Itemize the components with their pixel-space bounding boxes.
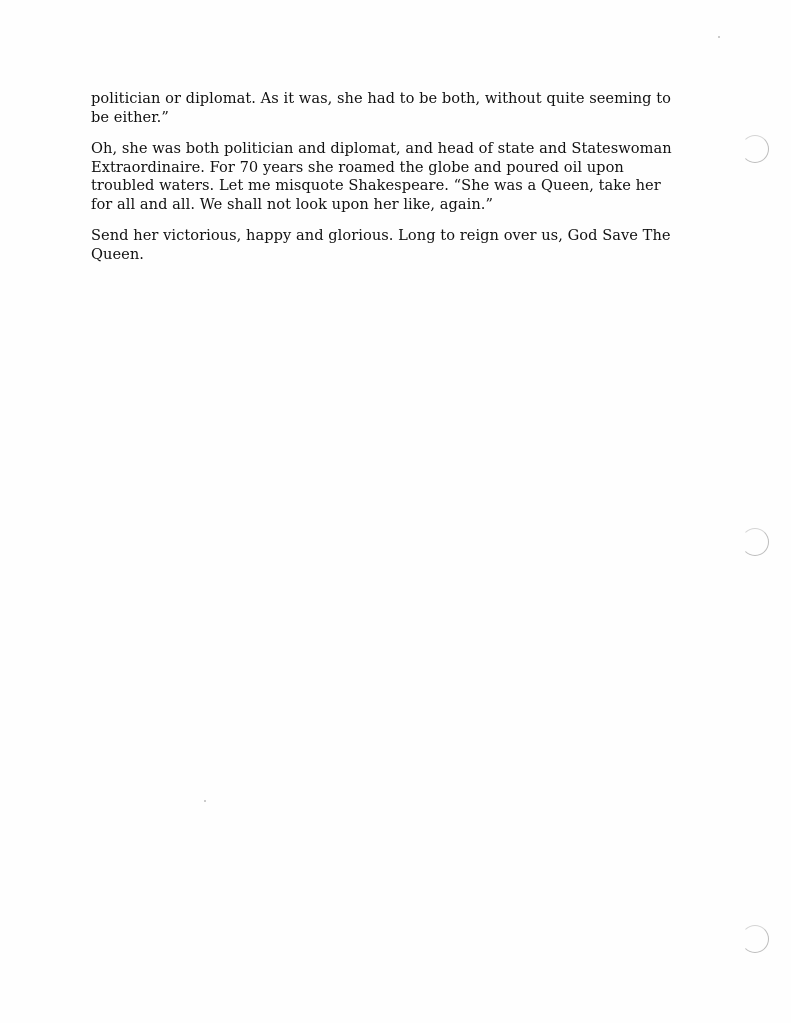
binder-hole-bottom (741, 925, 769, 953)
binder-hole-middle (741, 528, 769, 556)
scan-speck (718, 36, 720, 38)
paragraph-3: Send her victorious, happy and glorious. Long to reign over us, God Save The Queen. (91, 227, 671, 263)
document-body (91, 90, 691, 277)
scan-speck (204, 800, 206, 802)
paragraph-1: politician or diplomat. As it was, she had to be both, without quite seeming to be either.” (91, 90, 671, 126)
paragraph-2: Oh, she was both politician and diplomat, and head of state and Stateswoman Extraordinaire. For 70 years she roamed the globe and poured oil upon troubled waters. Let me misquote Shakespeare. “She was a Queen, take her for all and all. We shall not look upon her like, again.” (91, 140, 672, 213)
binder-hole-top (741, 135, 769, 163)
